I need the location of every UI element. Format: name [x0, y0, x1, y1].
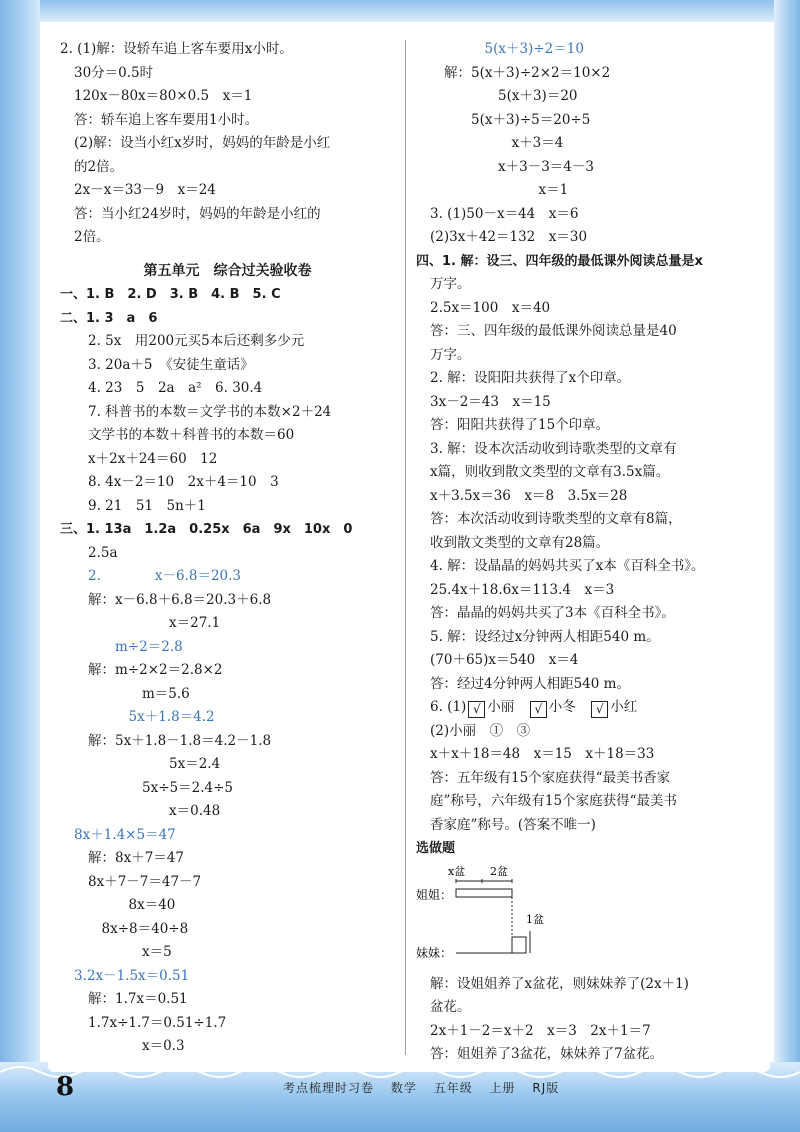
answer-line: 答：阳阳共获得了15个印章。 — [430, 417, 610, 433]
answer-line: 2x＋1－2＝x＋2 x＝3 2x＋1＝7 — [430, 1022, 651, 1039]
answer-line: 3. (1)50－x＝44 x＝6 — [430, 205, 579, 222]
answer-line: (2)解：设当小红x岁时，妈妈的年龄是小红 — [74, 135, 331, 151]
answer-line: 答：轿车追上客车要用1小时。 — [74, 111, 259, 128]
answer-line: 解：设姐姐养了x盆花，则妹妹养了(2x＋1) — [430, 975, 689, 992]
answer-line: x＝0.48 — [88, 803, 221, 819]
footer — [283, 1079, 571, 1096]
answer-line: 1.7x÷1.7＝0.51÷1.7 — [88, 1014, 227, 1031]
answer-line: 5(x＋3)＝20 — [444, 88, 578, 104]
answer-line: x＝5 — [88, 944, 172, 960]
answer-line: 4. 23 5 2a a² 6. 30.4 — [88, 380, 263, 396]
answer-line: 香家庭”称号。(答案不唯一) — [430, 816, 596, 833]
right-column — [416, 38, 766, 1067]
diagram-top-right: 2盆 — [490, 864, 508, 878]
answer-line: 庭”称号，六年级有15个家庭获得“最美书 — [430, 793, 677, 809]
diagram-brace-top — [456, 879, 512, 883]
answer-line: x＝0.3 — [88, 1038, 185, 1054]
answer-line: 答：三、四年级的最低课外阅读总量是40 — [430, 323, 677, 339]
answer-line: 2.5x＝100 x＝40 — [430, 299, 551, 316]
diagram-side-label: 1盆 — [526, 912, 544, 926]
answer-line: (2)3x＋42＝132 x＝30 — [430, 229, 588, 245]
answer-line: m＝5.6 — [88, 685, 190, 702]
check-label: 小冬 — [548, 699, 590, 715]
diagram-younger-box — [512, 937, 526, 953]
answer-line: 一、1. B 2. D 3. B 4. B 5. C — [60, 287, 281, 302]
check-label: 小丽 — [487, 699, 528, 715]
q6-choices — [416, 696, 766, 720]
diagram-younger-label: 妹妹： — [416, 945, 453, 960]
answer-line: 万字。 — [430, 346, 471, 363]
answer-line: 万字。 — [430, 276, 471, 292]
answer-line: x＋2x＋24＝60 12 — [88, 450, 218, 467]
answer-line: 解：x－6.8＋6.8＝20.3＋6.8 — [88, 591, 272, 608]
answer-line: 答：本次活动收到诗歌类型的文章有8篇， — [430, 511, 682, 527]
answer-line: 2. x－6.8＝20.3 — [88, 568, 242, 584]
footer-volume: 上册 — [489, 1081, 516, 1095]
answer-line: x＋3.5x＝36 x＝8 3.5x＝28 — [430, 487, 628, 504]
left-column — [60, 38, 395, 1059]
answer-line: 解：m÷2×2＝2.8×2 — [88, 662, 223, 678]
answer-line: 2倍。 — [74, 229, 110, 245]
frame-top — [0, 0, 800, 22]
answer-line: 25.4x＋18.6x＝113.4 x＝3 — [430, 581, 615, 598]
answer-line: x篇，则收到散文类型的文章有3.5x篇。 — [430, 464, 670, 480]
answer-line: 答：五年级有15个家庭获得“最美书香家 — [430, 769, 671, 786]
answer-line: 解：1.7x＝0.51 — [88, 991, 188, 1007]
footer-subject: 数学 — [390, 1081, 417, 1095]
answer-line: 答：经过4分钟两人相距540 m。 — [430, 675, 630, 692]
answer-line: 2.5a — [88, 544, 118, 561]
answer-line: 9. 21 51 5n＋1 — [88, 497, 206, 514]
answer-line: 文学书的本数＋科普书的本数＝60 — [88, 427, 295, 443]
answer-line: (70＋65)x＝540 x＝4 — [430, 652, 579, 668]
answer-line: 2. 解：设阳阳共获得了x个印章。 — [430, 370, 631, 386]
answer-line: 8x＋7－7＝47－7 — [88, 873, 202, 890]
answer-line: x＝27.1 — [88, 615, 221, 631]
unit-heading: 第五单元 综合过关验收卷 — [143, 262, 312, 279]
answer-line: 4. 解：设晶晶的妈妈共买了x本《百科全书》。 — [430, 558, 705, 574]
footer-grade: 五年级 — [433, 1081, 473, 1095]
answer-line: 的2倍。 — [74, 158, 124, 175]
answer-line: 5(x＋3)÷5＝20÷5 — [444, 111, 591, 128]
answer-line: 8x＝40 — [88, 897, 176, 913]
q6-prefix: 6. (1) — [430, 699, 467, 715]
page-number: 8 — [56, 1072, 75, 1102]
answer-line: 二、1. 3 a 6 — [60, 310, 158, 326]
answer-line: 30分＝0.5时 — [74, 64, 154, 81]
answer-line: x＝1 — [444, 182, 569, 198]
answer-line: 答：姐姐养了3盆花，妹妹养了7盆花。 — [430, 1046, 664, 1062]
answer-line: 2. 5x 用200元买5本后还剩多少元 — [88, 333, 305, 349]
answer-line: 8x＋1.4×5＝47 — [74, 826, 176, 843]
line-diagram — [416, 861, 766, 973]
answer-line: 2x－x＝33－9 x＝24 — [74, 182, 216, 198]
answer-line: 120x－80x＝80×0.5 x＝1 — [74, 88, 253, 104]
diagram-top-left: x盆 — [448, 864, 466, 878]
answer-line: x＋x＋18＝48 x＝15 x＋18＝33 — [430, 746, 655, 762]
answer-line: 5. 解：设经过x分钟两人相距540 m。 — [430, 628, 660, 645]
footer-edition: RJ版 — [532, 1081, 560, 1095]
check-label: 小红 — [610, 699, 651, 715]
answer-line: 答：晶晶的妈妈共买了3本《百科全书》。 — [430, 605, 675, 621]
check-box: √ — [591, 701, 608, 718]
column-divider — [405, 40, 406, 1055]
answer-line: (2)小丽 ① ③ — [430, 722, 531, 739]
answer-line: 答：当小红24岁时，妈妈的年龄是小红的 — [74, 205, 321, 222]
frame-right — [774, 0, 800, 1132]
answer-line: 3.2x－1.5x＝0.51 — [74, 967, 190, 984]
answer-line: 收到散文类型的文章有28篇。 — [430, 534, 610, 551]
answer-line: 解：5x＋1.8－1.8＝4.2－1.8 — [88, 732, 272, 749]
check-box: √ — [468, 701, 485, 718]
answer-line: m÷2＝2.8 — [88, 638, 183, 655]
answer-line: 8x÷8＝40÷8 — [88, 920, 189, 937]
answer-line: 3x－2＝43 x＝15 — [430, 393, 551, 410]
diagram-sister-bar — [456, 889, 512, 897]
answer-line: 5(x＋3)÷2＝10 — [444, 41, 584, 57]
answer-line: 3. 20a＋5 《安徒生童话》 — [88, 356, 254, 373]
answer-line: x＋3＝4 — [444, 135, 564, 151]
answer-line: 5x÷5＝2.4÷5 — [88, 779, 233, 796]
answer-line: 3. 解：设本次活动收到诗歌类型的文章有 — [430, 440, 677, 457]
diagram-svg — [416, 861, 616, 973]
answer-line: 三、1. 13a 1.2a 0.25x 6a 9x 10x 0 — [60, 522, 353, 537]
answer-line: 盆花。 — [430, 999, 471, 1015]
diagram-sister-label: 姐姐： — [416, 887, 453, 902]
answer-line: 5x＝2.4 — [88, 756, 221, 772]
frame-left — [0, 0, 40, 1132]
check-box: √ — [530, 701, 547, 718]
answer-line: 2. (1)解：设轿车追上客车要用x小时。 — [60, 41, 293, 57]
answer-line: 8. 4x－2＝10 2x＋4＝10 3 — [88, 474, 279, 490]
answer-line: 5x＋1.8＝4.2 — [88, 709, 215, 725]
answer-line: 解：5(x＋3)÷2×2＝10×2 — [444, 64, 611, 81]
answer-line: 解：8x＋7＝47 — [88, 850, 184, 866]
footer-book: 考点梳理时习卷 — [283, 1081, 375, 1095]
answer-line: 7. 科普书的本数＝文学书的本数×2＋24 — [88, 403, 332, 420]
optional-title: 选做题 — [416, 841, 456, 856]
answer-line: 四、1. 解：设三、四年级的最低课外阅读总量是x — [416, 253, 703, 269]
answer-line: x＋3－3＝4－3 — [444, 158, 594, 175]
